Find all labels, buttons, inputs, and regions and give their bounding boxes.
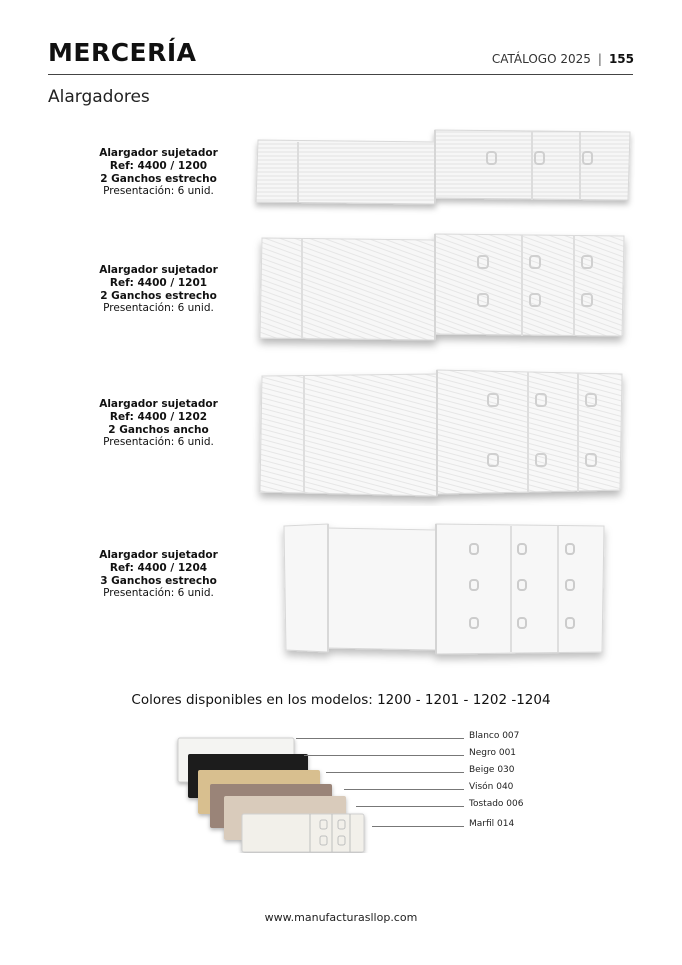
product-ref: Ref: 4400 / 1204 bbox=[109, 561, 208, 574]
product-name: Alargador sujetador bbox=[99, 549, 218, 561]
product-presentation: Presentación: 6 unid. bbox=[103, 302, 214, 315]
leader-line bbox=[344, 789, 464, 790]
leader-line bbox=[372, 826, 464, 827]
product-presentation: Presentación: 6 unid. bbox=[103, 436, 214, 449]
page-number: 155 bbox=[608, 52, 634, 66]
product-name: Alargador sujetador bbox=[99, 398, 218, 410]
leader-line bbox=[356, 806, 464, 807]
product-presentation: Presentación: 6 unid. bbox=[103, 587, 214, 600]
leader-line bbox=[304, 755, 464, 756]
product-name: Alargador sujetador bbox=[99, 264, 218, 276]
color-label-tostado: Tostado 006 bbox=[469, 799, 524, 809]
product-description bbox=[66, 398, 251, 449]
product-hooks: 2 Ganchos estrecho bbox=[100, 172, 217, 185]
leader-line bbox=[296, 738, 464, 739]
color-label-beige: Beige 030 bbox=[469, 765, 515, 775]
product-image bbox=[252, 226, 642, 356]
colors-heading: Colores disponibles en los modelos: 1200 - 1201 - 1202 -1204 bbox=[131, 692, 551, 708]
catalog-label: CATÁLOGO 2025 bbox=[491, 52, 591, 66]
leader-line bbox=[326, 772, 464, 773]
product-hooks: 3 Ganchos estrecho bbox=[100, 574, 217, 587]
product-presentation: Presentación: 6 unid. bbox=[103, 185, 214, 198]
section-title: Alargadores bbox=[48, 87, 150, 107]
catalog-info bbox=[492, 52, 634, 66]
header-separator: | bbox=[597, 52, 602, 66]
color-label-blanco: Blanco 007 bbox=[469, 731, 520, 741]
color-label-vison: Visón 040 bbox=[469, 782, 514, 792]
product-name: Alargador sujetador bbox=[99, 147, 218, 159]
product-ref: Ref: 4400 / 1201 bbox=[109, 276, 208, 289]
product-image bbox=[250, 122, 635, 218]
product-description bbox=[66, 549, 251, 600]
swatch-marfil bbox=[242, 814, 364, 852]
product-image bbox=[252, 362, 642, 506]
product-hooks: 2 Ganchos estrecho bbox=[100, 289, 217, 302]
header-divider bbox=[48, 74, 633, 75]
product-ref: Ref: 4400 / 1202 bbox=[109, 410, 208, 423]
product-description bbox=[66, 147, 251, 198]
footer-website[interactable]: www.manufacturasllop.com bbox=[264, 911, 418, 924]
page-title: MERCERÍA bbox=[48, 38, 197, 67]
product-description bbox=[66, 264, 251, 315]
product-ref: Ref: 4400 / 1200 bbox=[109, 159, 208, 172]
product-hooks: 2 Ganchos ancho bbox=[108, 423, 209, 436]
color-swatch-stack bbox=[170, 728, 380, 853]
color-label-marfil: Marfil 014 bbox=[469, 819, 515, 829]
color-label-negro: Negro 001 bbox=[469, 748, 517, 758]
product-image bbox=[276, 514, 616, 670]
